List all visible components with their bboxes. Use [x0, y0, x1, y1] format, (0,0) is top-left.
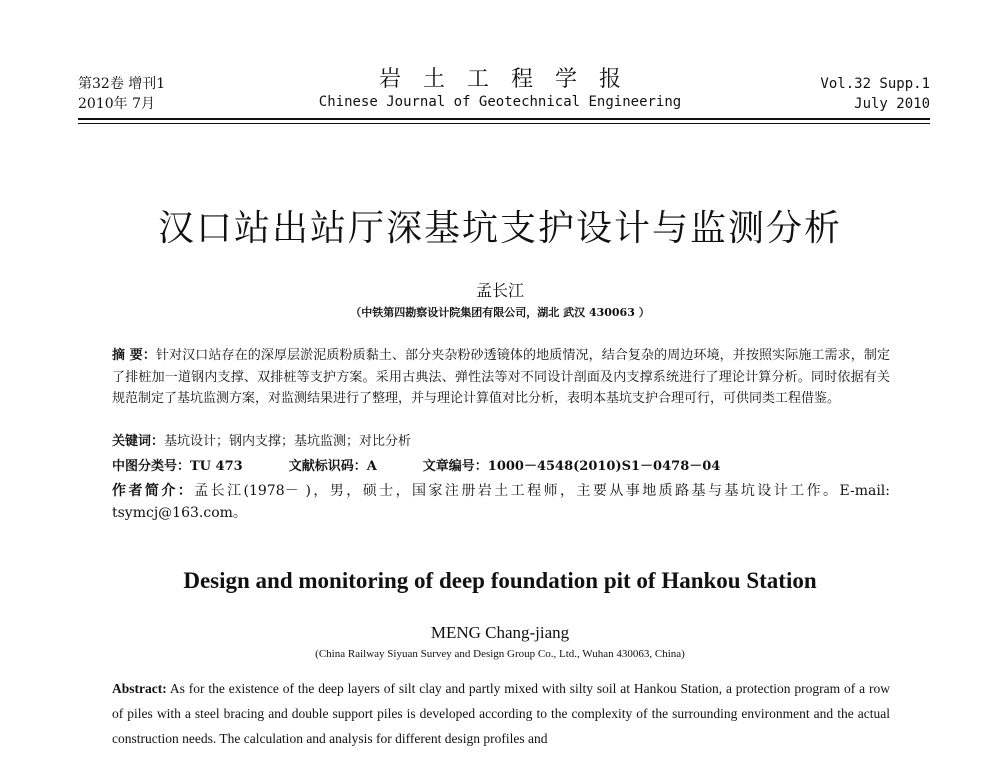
header-right	[820, 74, 930, 114]
clc-number: 中图分类号：TU 473	[112, 459, 243, 474]
abstract-en	[112, 676, 890, 751]
document-code: 文献标识码：A	[288, 459, 377, 474]
journal-name-en: Chinese Journal of Geotechnical Engineering	[318, 94, 682, 110]
abstract-cn	[112, 345, 890, 410]
keywords-cn	[112, 431, 890, 453]
author-bio-text: 孟长江(1978－ )，男，硕士，国家注册岩土工程师，主要从事地质路基与基坑设计工作。E-mail: tsymcj@163.com。	[112, 483, 890, 521]
header-rule-thick	[78, 118, 930, 120]
author-en: MENG Chang-jiang	[430, 623, 570, 642]
classification-line	[112, 456, 890, 478]
author-bio-label: 作者简介：	[112, 483, 195, 499]
volume-issue-cn: 第32卷 增刊1	[78, 76, 166, 92]
affiliation-en: (China Railway Siyuan Survey and Design Group Co., Ltd., Wuhan 430063, China)	[315, 648, 685, 660]
paper-title-en: Design and monitoring of deep foundation pit of Hankou Station	[183, 568, 817, 593]
author-cn: 孟长江	[475, 281, 524, 300]
keywords-cn-text: 基坑设计；钢内支撑；基坑监测；对比分析	[164, 434, 412, 449]
date-en: July 2010	[854, 96, 930, 112]
article-number: 文章编号：1000－4548(2010)S1－0478－04	[422, 459, 721, 474]
volume-issue-en: Vol.32 Supp.1	[820, 76, 930, 92]
affiliation-cn: （中铁第四勘察设计院集团有限公司，湖北 武汉 430063 ）	[350, 306, 650, 319]
abstract-en-text: As for the existence of the deep layers of silt clay and partly mixed with silty soil at Hankou Station, a protection program of a row of piles with a steel bracing and double support piles is developed according to the complexity of the surrounding environment and the actual construction needs. The calculation and analysis for different design profiles and	[112, 681, 890, 746]
journal-name-cn: 岩土工程学报	[378, 67, 643, 92]
paper-title-cn: 汉口站出站厅深基坑支护设计与监测分析	[157, 208, 842, 249]
keywords-cn-label: 关键词：	[112, 434, 165, 449]
header-rule-thin	[78, 123, 930, 124]
abstract-en-label: Abstract:	[112, 681, 167, 696]
abstract-cn-label: 摘 要：	[112, 348, 156, 363]
date-cn: 2010年 7月	[78, 96, 155, 112]
abstract-cn-text: 针对汉口站存在的深厚层淤泥质粉质黏土、部分夹杂粉砂透镜体的地质情况，结合复杂的周边环境，并按照实际施工需求，制定了排桩加一道钢内支撑、双排桩等支护方案。采用古典法、弹性法等对不同设计剖面及内支撑系统进行了理论计算分析。同时依据有关规范制定了基坑监测方案，对监测结果进行了整理，并与理论计算值对比分析，表明本基坑支护合理可行，可供同类工程借鉴。	[112, 348, 890, 406]
author-bio-cn	[112, 481, 890, 524]
